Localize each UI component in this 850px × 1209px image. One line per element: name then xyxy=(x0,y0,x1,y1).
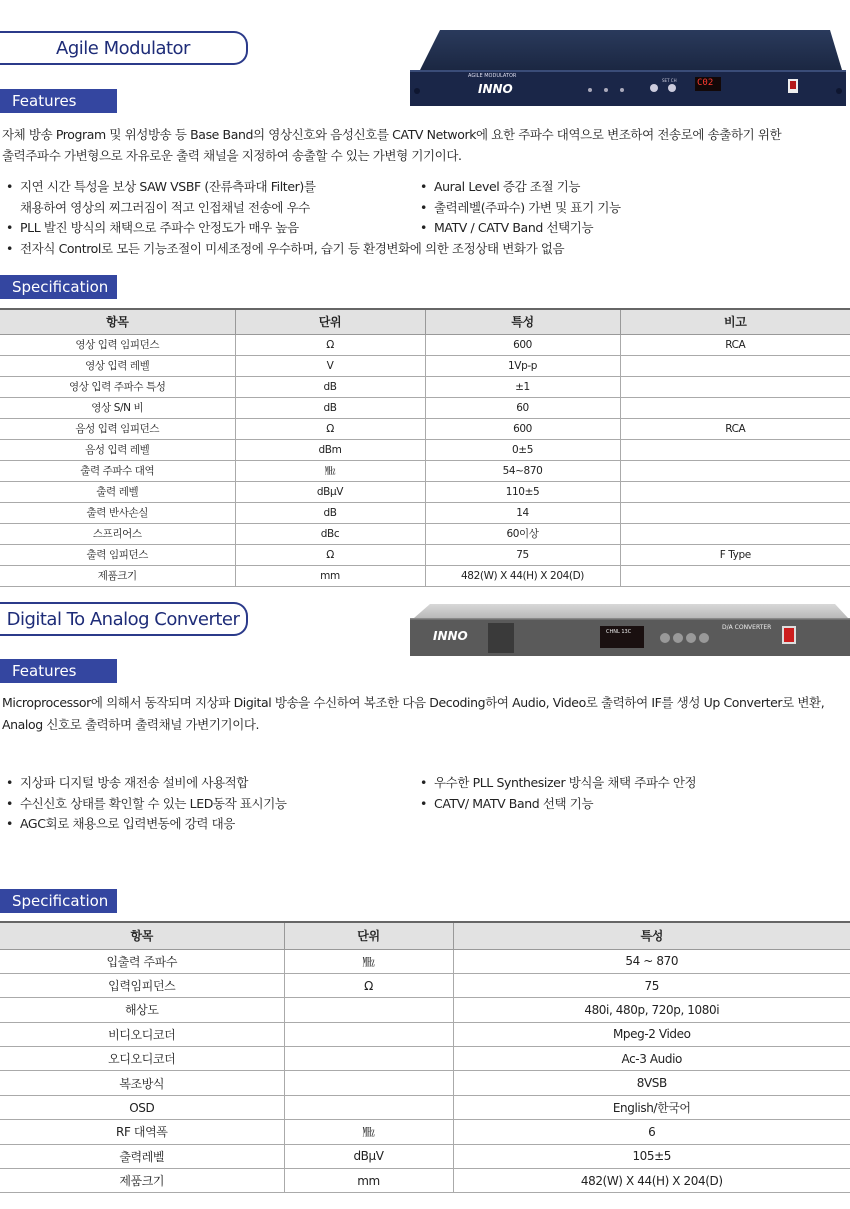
table-row xyxy=(0,439,850,460)
agile-feature-item: • MATV / CATV Band 선택기능 xyxy=(420,218,621,239)
cell-value: 75 xyxy=(425,544,620,565)
cell-note: RCA xyxy=(620,418,850,439)
cell-value: 600 xyxy=(425,418,620,439)
cell-unit: dBμV xyxy=(284,1144,453,1168)
cell-unit xyxy=(284,1047,453,1071)
table-row xyxy=(0,481,850,502)
cell-value: 482(W) X 44(H) X 204(D) xyxy=(453,1169,850,1193)
cell-item: 제품크기 xyxy=(0,1169,284,1193)
col-header-unit: 단위 xyxy=(235,309,425,334)
dac-spec-label: Specification xyxy=(0,889,117,913)
bullet-icon: • xyxy=(420,220,427,235)
agile-spec-label: Specification xyxy=(0,275,117,299)
dac-feature-item: • AGC회로 채용으로 입력변동에 강력 대응 xyxy=(6,814,287,835)
col-header-value: 특성 xyxy=(425,309,620,334)
cell-item: OSD xyxy=(0,1095,284,1119)
bullet-icon: • xyxy=(6,179,13,194)
table-row xyxy=(0,397,850,418)
cell-item: 영상 입력 임피던스 xyxy=(0,334,235,355)
cell-unit: Ω xyxy=(235,334,425,355)
bullet-icon: • xyxy=(420,179,427,194)
dac-feature-list-right xyxy=(420,773,696,814)
table-row xyxy=(0,1095,850,1119)
table-header-row xyxy=(0,922,850,949)
bullet-icon: • xyxy=(420,775,427,790)
cell-unit: V xyxy=(235,355,425,376)
cell-note xyxy=(620,502,850,523)
agile-description-line-2: 출력주파수 가변형으로 자유로운 출력 채널을 지정하여 송출할 수 있는 가변형 기기이다. xyxy=(2,148,462,163)
table-row xyxy=(0,1047,850,1071)
table-row xyxy=(0,355,850,376)
cell-note xyxy=(620,376,850,397)
cell-unit xyxy=(284,1095,453,1119)
dac-feature-item: • 지상파 디지털 방송 재전송 설비에 사용적합 xyxy=(6,773,287,794)
table-row xyxy=(0,1022,850,1046)
dac-description-line-1: Microprocessor에 의해서 동작되며 지상파 Digital 방송을 수신하여 복조한 다음 Decoding하여 Audio, Video로 출력하여 IF를 생성 Up Converter로 변환, xyxy=(2,695,825,710)
bullet-icon: • xyxy=(6,220,13,235)
table-row xyxy=(0,523,850,544)
dac-description xyxy=(2,692,824,736)
cell-item: 입출력 주파수 xyxy=(0,949,284,973)
agile-feature-item: • PLL 발진 방식의 채택으로 주파수 안정도가 매우 높음 xyxy=(6,218,564,239)
cell-unit: dB xyxy=(235,397,425,418)
cell-note xyxy=(620,481,850,502)
table-row xyxy=(0,1071,850,1095)
cell-unit: dB xyxy=(235,376,425,397)
bullet-icon: • xyxy=(6,775,13,790)
dac-feature-item: • CATV/ MATV Band 선택 기능 xyxy=(420,794,696,815)
dac-device-model-label: D/A CONVERTER xyxy=(722,624,772,631)
bullet-icon: • xyxy=(6,795,13,811)
cell-unit: dBm xyxy=(235,439,425,460)
cell-unit: mm xyxy=(284,1169,453,1193)
dac-title: Digital To Analog Converter xyxy=(0,602,248,636)
table-row xyxy=(0,334,850,355)
cell-value: 54~870 xyxy=(425,460,620,481)
dac-description-line-2: Analog 신호로 출력하며 출력채널 가변기기이다. xyxy=(2,717,260,732)
agile-device-model-label: AGILE MODULATOR xyxy=(468,73,517,79)
agile-feature-item-continued: 채용하여 영상의 찌그러짐이 적고 인접채널 전송에 우수 xyxy=(20,199,310,215)
cell-unit: ㎒ xyxy=(235,460,425,481)
cell-item: 복조방식 xyxy=(0,1071,284,1095)
cell-item: RF 대역폭 xyxy=(0,1120,284,1144)
agile-description-line-1: 자체 방송 Program 및 위성방송 등 Base Band의 영상신호와 음성신호를 CATV Network에 요한 주파수 대역으로 변조하여 전송로에 송출하기 위한 xyxy=(2,127,782,142)
col-header-item: 항목 xyxy=(0,922,284,949)
agile-feature-list-right xyxy=(420,177,621,239)
table-row xyxy=(0,376,850,397)
bullet-icon: • xyxy=(6,816,13,831)
cell-item: 음성 입력 임피던스 xyxy=(0,418,235,439)
cell-item: 영상 입력 레벨 xyxy=(0,355,235,376)
cell-value: 0±5 xyxy=(425,439,620,460)
cell-value: Mpeg-2 Video xyxy=(453,1022,850,1046)
table-row xyxy=(0,544,850,565)
col-header-value: 특성 xyxy=(453,922,850,949)
cell-item: 출력 임피던스 xyxy=(0,544,235,565)
agile-feature-item: • 전자식 Control로 모든 기능조절이 미세조정에 우수하며, 습기 등 환경변화에 의한 조정상태 변화가 없음 xyxy=(6,239,564,260)
table-row xyxy=(0,418,850,439)
cell-item: 영상 입력 주파수 특성 xyxy=(0,376,235,397)
cell-value: 60이상 xyxy=(425,523,620,544)
table-row xyxy=(0,1144,850,1168)
agile-modulator-device-image xyxy=(410,28,846,108)
dac-feature-item: • 우수한 PLL Synthesizer 방식을 채택 주파수 안정 xyxy=(420,773,696,794)
dac-device-channel-display: CHNL 13C xyxy=(606,629,632,635)
cell-value: 6 xyxy=(453,1120,850,1144)
table-row xyxy=(0,949,850,973)
agile-device-brand-logo: INNO xyxy=(478,82,513,96)
cell-note xyxy=(620,397,850,418)
agile-device-channel-display: C02 xyxy=(697,78,714,88)
agile-feature-item: • 출력레벨(주파수) 가변 및 표기 기능 xyxy=(420,198,621,219)
cell-value: 1Vp-p xyxy=(425,355,620,376)
cell-unit: Ω xyxy=(235,418,425,439)
dac-spec-table xyxy=(0,921,850,1193)
agile-description xyxy=(2,124,781,166)
cell-unit: Ω xyxy=(235,544,425,565)
bullet-icon: • xyxy=(6,240,13,256)
cell-value: 482(W) X 44(H) X 204(D) xyxy=(425,565,620,586)
cell-value: ±1 xyxy=(425,376,620,397)
cell-value: 110±5 xyxy=(425,481,620,502)
cell-unit: dB xyxy=(235,502,425,523)
cell-unit: dBμV xyxy=(235,481,425,502)
agile-title: Agile Modulator xyxy=(0,31,248,65)
cell-item: 영상 S/N 비 xyxy=(0,397,235,418)
cell-value: Ac-3 Audio xyxy=(453,1047,850,1071)
cell-item: 해상도 xyxy=(0,998,284,1022)
bullet-icon: • xyxy=(420,199,427,215)
cell-item: 음성 입력 레벨 xyxy=(0,439,235,460)
dac-features-label: Features xyxy=(0,659,117,683)
cell-item: 비디오디코더 xyxy=(0,1022,284,1046)
cell-item: 출력 반사손실 xyxy=(0,502,235,523)
col-header-item: 항목 xyxy=(0,309,235,334)
cell-item: 출력 주파수 대역 xyxy=(0,460,235,481)
table-row xyxy=(0,565,850,586)
table-header-row xyxy=(0,309,850,334)
agile-spec-table xyxy=(0,308,850,587)
agile-device-set-label: SET CH xyxy=(662,78,677,83)
cell-value: 600 xyxy=(425,334,620,355)
table-row xyxy=(0,1169,850,1193)
cell-item: 입력임피던스 xyxy=(0,973,284,997)
table-row xyxy=(0,973,850,997)
dac-feature-list-left xyxy=(6,773,287,835)
cell-value: 14 xyxy=(425,502,620,523)
table-row xyxy=(0,502,850,523)
dac-feature-item: • 수신신호 상태를 확인할 수 있는 LED동작 표시기능 xyxy=(6,794,287,815)
cell-unit: mm xyxy=(235,565,425,586)
cell-value: 105±5 xyxy=(453,1144,850,1168)
agile-feature-item: • Aural Level 증감 조절 기능 xyxy=(420,177,621,198)
cell-item: 출력 레벨 xyxy=(0,481,235,502)
cell-value: English/한국어 xyxy=(453,1095,850,1119)
cell-note xyxy=(620,565,850,586)
cell-unit: dBc xyxy=(235,523,425,544)
cell-note xyxy=(620,439,850,460)
cell-item: 스프리어스 xyxy=(0,523,235,544)
cell-unit xyxy=(284,1071,453,1095)
cell-note xyxy=(620,460,850,481)
cell-value: 60 xyxy=(425,397,620,418)
dac-device-brand-logo: INNO xyxy=(433,629,468,643)
cell-value: 8VSB xyxy=(453,1071,850,1095)
table-row xyxy=(0,1120,850,1144)
bullet-icon: • xyxy=(420,795,427,811)
cell-value: 75 xyxy=(453,973,850,997)
cell-unit: ㎒ xyxy=(284,1120,453,1144)
col-header-note: 비고 xyxy=(620,309,850,334)
cell-unit: Ω xyxy=(284,973,453,997)
cell-item: 제품크기 xyxy=(0,565,235,586)
cell-item: 오디오디코더 xyxy=(0,1047,284,1071)
cell-note: RCA xyxy=(620,334,850,355)
agile-features-label: Features xyxy=(0,89,117,113)
cell-value: 54 ~ 870 xyxy=(453,949,850,973)
table-row xyxy=(0,998,850,1022)
cell-unit xyxy=(284,998,453,1022)
cell-unit xyxy=(284,1022,453,1046)
cell-value: 480i, 480p, 720p, 1080i xyxy=(453,998,850,1022)
agile-feature-item: • 지연 시간 특성을 보상 SAW VSBF (잔류측파대 Filter)를 xyxy=(6,177,564,198)
cell-note xyxy=(620,523,850,544)
cell-item: 출력레벨 xyxy=(0,1144,284,1168)
cell-unit: ㎒ xyxy=(284,949,453,973)
cell-note xyxy=(620,355,850,376)
col-header-unit: 단위 xyxy=(284,922,453,949)
cell-note: F Type xyxy=(620,544,850,565)
table-row xyxy=(0,460,850,481)
